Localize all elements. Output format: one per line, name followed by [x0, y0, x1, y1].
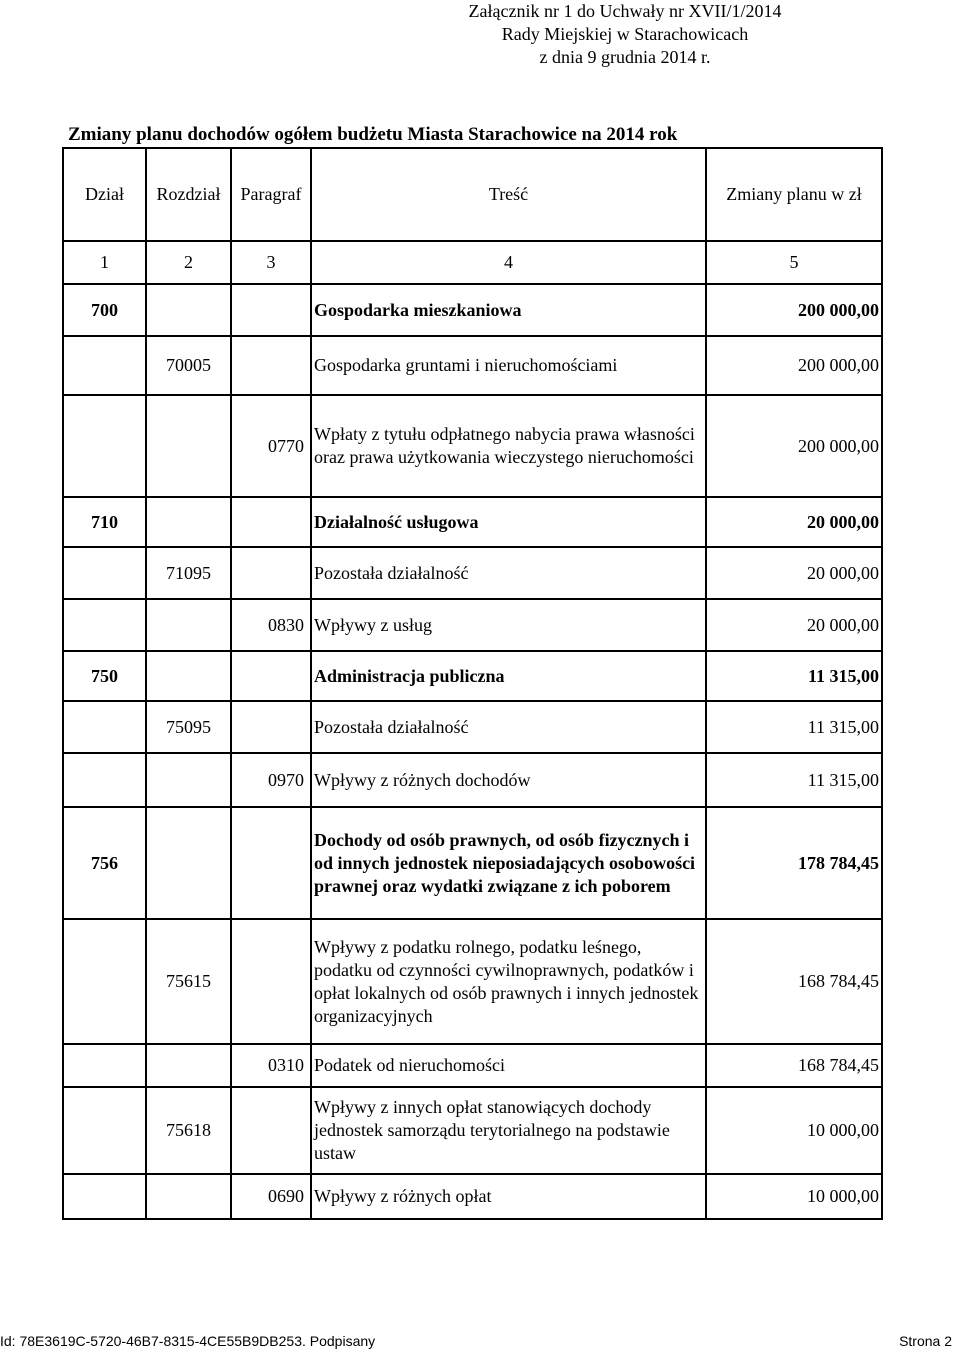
cell-rozdzial: [146, 284, 231, 336]
cell-rozdzial: 70005: [146, 336, 231, 395]
cell-rozdzial: [146, 1174, 231, 1219]
table-row: [63, 1044, 882, 1087]
cell-rozdzial: 75615: [146, 919, 231, 1044]
cell-paragraf: [231, 336, 311, 395]
cell-tresc: Pozostała działalność: [311, 547, 706, 599]
cell-tresc: Wpływy z innych opłat stanowiących dochody jednostek samorządu terytorialnego na podstawie ustaw: [311, 1087, 706, 1174]
column-number: 3: [231, 241, 311, 284]
table-row: [63, 651, 882, 701]
cell-kwota: 10 000,00: [706, 1087, 882, 1174]
cell-rozdzial: [146, 651, 231, 701]
cell-dzial: [63, 599, 146, 651]
cell-kwota: 200 000,00: [706, 336, 882, 395]
annex-line-2: Rady Miejskiej w Starachowicach: [501, 24, 749, 44]
header-rozdzial: Rozdział: [146, 148, 231, 241]
cell-dzial: 750: [63, 651, 146, 701]
column-number: 4: [311, 241, 706, 284]
cell-kwota: 168 784,45: [706, 1044, 882, 1087]
header-zmiany: Zmiany planu w zł: [706, 148, 882, 241]
table-row: [63, 599, 882, 651]
table-row: [63, 336, 882, 395]
cell-paragraf: 0690: [231, 1174, 311, 1219]
cell-tresc: Działalność usługowa: [311, 497, 706, 547]
cell-tresc: Wpływy z różnych dochodów: [311, 753, 706, 807]
cell-rozdzial: [146, 395, 231, 497]
cell-kwota: 20 000,00: [706, 599, 882, 651]
cell-paragraf: [231, 651, 311, 701]
header-row: [63, 148, 882, 241]
cell-tresc: Wpływy z podatku rolnego, podatku leśnego, podatku od czynności cywilnoprawnych, podatków i opłat lokalnych od osób prawnych i innych jednostek organizacyjnych: [311, 919, 706, 1044]
document-title: Zmiany planu dochodów ogółem budżetu Miasta Starachowice na 2014 rok: [68, 124, 678, 145]
column-number-row: [63, 241, 882, 284]
table-row: [63, 497, 882, 547]
cell-kwota: 11 315,00: [706, 651, 882, 701]
cell-rozdzial: [146, 753, 231, 807]
cell-tresc: Podatek od nieruchomości: [311, 1044, 706, 1087]
cell-rozdzial: [146, 497, 231, 547]
cell-kwota: 200 000,00: [706, 395, 882, 497]
cell-kwota: 20 000,00: [706, 497, 882, 547]
cell-paragraf: [231, 1087, 311, 1174]
annex-line-3: z dnia 9 grudnia 2014 r.: [539, 47, 711, 67]
cell-dzial: [63, 547, 146, 599]
cell-dzial: [63, 701, 146, 753]
cell-dzial: [63, 1044, 146, 1087]
cell-tresc: Gospodarka mieszkaniowa: [311, 284, 706, 336]
cell-paragraf: [231, 701, 311, 753]
table-row: [63, 1174, 882, 1219]
table-row: [63, 547, 882, 599]
cell-paragraf: 0830: [231, 599, 311, 651]
cell-paragraf: [231, 547, 311, 599]
income-changes-table: [62, 147, 883, 1220]
cell-kwota: 10 000,00: [706, 1174, 882, 1219]
cell-tresc: Wpłaty z tytułu odpłatnego nabycia prawa własności oraz prawa użytkowania wieczystego nieruchomości: [311, 395, 706, 497]
cell-kwota: 11 315,00: [706, 753, 882, 807]
table-row: [63, 753, 882, 807]
header-dzial: Dział: [63, 148, 146, 241]
cell-dzial: [63, 336, 146, 395]
cell-rozdzial: [146, 807, 231, 919]
cell-dzial: 756: [63, 807, 146, 919]
header-tresc: Treść: [311, 148, 706, 241]
cell-paragraf: [231, 919, 311, 1044]
page-number: Strona 2: [899, 1333, 952, 1349]
document-id: Id: 78E3619C-5720-46B7-8315-4CE55B9DB253. Podpisany: [0, 1333, 376, 1349]
cell-rozdzial: 71095: [146, 547, 231, 599]
cell-paragraf: 0310: [231, 1044, 311, 1087]
cell-kwota: 168 784,45: [706, 919, 882, 1044]
cell-tresc: Pozostała działalność: [311, 701, 706, 753]
cell-rozdzial: [146, 1044, 231, 1087]
column-number: 5: [706, 241, 882, 284]
cell-kwota: 200 000,00: [706, 284, 882, 336]
column-number: 2: [146, 241, 231, 284]
cell-dzial: [63, 919, 146, 1044]
annex-line-1: Załącznik nr 1 do Uchwały nr XVII/1/2014: [468, 1, 782, 21]
cell-tresc: Wpływy z usług: [311, 599, 706, 651]
cell-rozdzial: 75618: [146, 1087, 231, 1174]
cell-kwota: 11 315,00: [706, 701, 882, 753]
cell-tresc: Gospodarka gruntami i nieruchomościami: [311, 336, 706, 395]
footer: [0, 1333, 960, 1353]
cell-kwota: 178 784,45: [706, 807, 882, 919]
cell-rozdzial: 75095: [146, 701, 231, 753]
cell-paragraf: [231, 497, 311, 547]
table-row: [63, 395, 882, 497]
cell-kwota: 20 000,00: [706, 547, 882, 599]
cell-dzial: [63, 395, 146, 497]
table-row: [63, 1087, 882, 1174]
column-number: 1: [63, 241, 146, 284]
cell-dzial: [63, 753, 146, 807]
annex-header: [425, 0, 825, 69]
table-row: [63, 919, 882, 1044]
table-row: [63, 284, 882, 336]
cell-tresc: Dochody od osób prawnych, od osób fizycznych i od innych jednostek nieposiadających osobowości prawnej oraz wydatki związane z ich poborem: [311, 807, 706, 919]
cell-rozdzial: [146, 599, 231, 651]
cell-dzial: [63, 1174, 146, 1219]
cell-tresc: Wpływy z różnych opłat: [311, 1174, 706, 1219]
cell-paragraf: 0770: [231, 395, 311, 497]
table-row: [63, 701, 882, 753]
cell-paragraf: [231, 284, 311, 336]
cell-dzial: 710: [63, 497, 146, 547]
cell-paragraf: 0970: [231, 753, 311, 807]
cell-paragraf: [231, 807, 311, 919]
table-row: [63, 807, 882, 919]
cell-dzial: 700: [63, 284, 146, 336]
cell-tresc: Administracja publiczna: [311, 651, 706, 701]
cell-dzial: [63, 1087, 146, 1174]
header-paragraf: Paragraf: [231, 148, 311, 241]
